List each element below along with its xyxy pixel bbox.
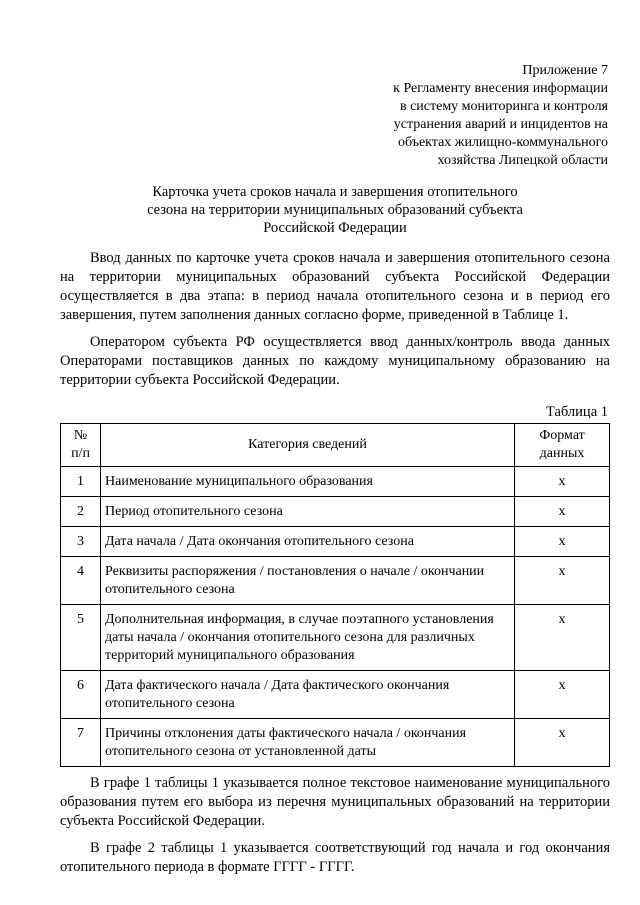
row-number: 3 <box>61 527 101 557</box>
header-format <box>515 424 610 467</box>
row-number: 2 <box>61 497 101 527</box>
table-row <box>61 527 610 557</box>
row-category: Причины отклонения даты фактического начала / окончания отопительного сезона от установленной даты <box>101 719 515 767</box>
row-number: 6 <box>61 671 101 719</box>
header-category: Категория сведений <box>101 424 515 467</box>
appendix-line: в систему мониторинга и контроля <box>399 99 608 114</box>
appendix-line: объектах жилищно-коммунального <box>397 135 608 150</box>
row-format: x <box>515 605 610 671</box>
table-row <box>61 467 610 497</box>
appendix-line: хозяйства Липецкой области <box>437 153 608 168</box>
info-table <box>60 423 610 767</box>
header-number-line: № <box>73 428 88 443</box>
paragraph-column1: В графе 1 таблицы 1 указывается полное текстовое наименование муниципального образования путем его выбора из перечня муниципальных образований на территории субъекта Российской Федерации. <box>60 775 610 829</box>
row-number: 7 <box>61 719 101 767</box>
row-category: Период отопительного сезона <box>101 497 515 527</box>
header-number <box>61 424 101 467</box>
header-number-line: п/п <box>71 446 90 461</box>
row-category: Дата начала / Дата окончания отопительного сезона <box>101 527 515 557</box>
table-caption: Таблица 1 <box>545 404 608 420</box>
row-number: 5 <box>61 605 101 671</box>
row-format: x <box>515 527 610 557</box>
header-format-line: Формат <box>539 428 585 443</box>
paragraph-intro: Ввод данных по карточке учета сроков начала и завершения отопительного сезона на территории муниципальных образований субъекта Российской Федерации осуществляется в два этапа: в период начала отопительного сезона и в период его завершения, путем заполнения данных согласно форме, приведенной в Таблице 1. <box>60 250 610 323</box>
row-category: Дополнительная информация, в случае поэтапного установления даты начала / окончания отопительного сезона для различных территорий муниципального образования <box>101 605 515 671</box>
appendix-line: устранения аварий и инцидентов на <box>393 117 608 132</box>
row-number: 4 <box>61 557 101 605</box>
title-line: сезона на территории муниципальных образований субъекта <box>147 202 523 218</box>
table-row <box>61 497 610 527</box>
row-format: x <box>515 467 610 497</box>
row-format: x <box>515 557 610 605</box>
row-format: x <box>515 719 610 767</box>
row-category: Реквизиты распоряжения / постановления о начале / окончании отопительного сезона <box>101 557 515 605</box>
table-row <box>61 557 610 605</box>
appendix-line: Приложение 7 <box>522 63 608 78</box>
table-row <box>61 605 610 671</box>
appendix-line: к Регламенту внесения информации <box>393 81 608 96</box>
paragraph-operator: Оператором субъекта РФ осуществляется ввод данных/контроль ввода данных Операторами поставщиков данных по каждому муниципальному образованию на территории субъекта Российской Федерации. <box>60 334 610 388</box>
row-category: Наименование муниципального образования <box>101 467 515 497</box>
appendix-header <box>318 62 608 170</box>
row-format: x <box>515 671 610 719</box>
row-number: 1 <box>61 467 101 497</box>
row-category: Дата фактического начала / Дата фактического окончания отопительного сезона <box>101 671 515 719</box>
row-format: x <box>515 497 610 527</box>
header-format-line: данных <box>539 446 585 461</box>
paragraph-column2: В графе 2 таблицы 1 указывается соответствующий год начала и год окончания отопительного периода в формате ГГГГ - ГГГГ. <box>60 840 610 875</box>
document-title <box>60 183 610 237</box>
table-row <box>61 719 610 767</box>
title-line: Карточка учета сроков начала и завершения отопительного <box>152 184 518 200</box>
table-header-row <box>61 424 610 467</box>
table-row <box>61 671 610 719</box>
title-line: Российской Федерации <box>263 220 407 236</box>
